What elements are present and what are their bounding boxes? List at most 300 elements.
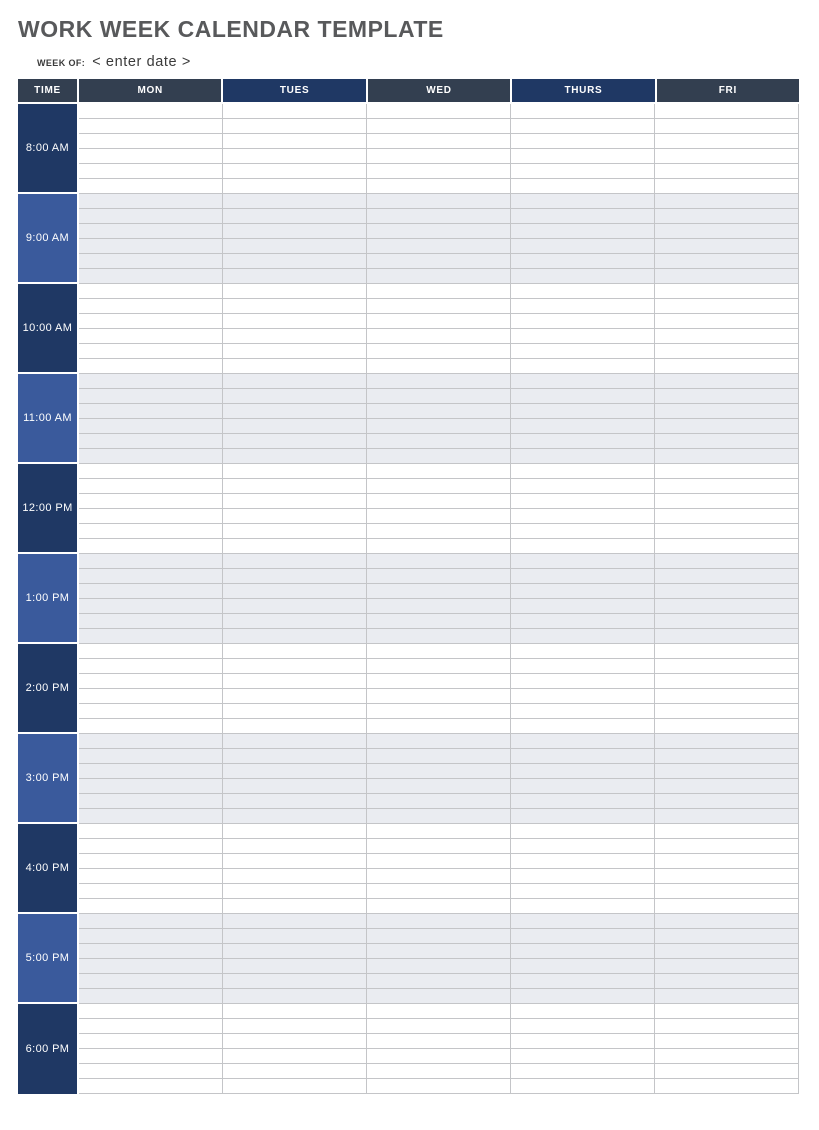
calendar-cell[interactable] <box>223 629 367 644</box>
calendar-cell[interactable] <box>79 374 223 389</box>
calendar-cell[interactable] <box>367 659 511 674</box>
calendar-cell[interactable] <box>223 1064 367 1079</box>
calendar-cell[interactable] <box>79 194 223 209</box>
calendar-cell[interactable] <box>223 1004 367 1019</box>
calendar-cell[interactable] <box>367 674 511 689</box>
calendar-cell[interactable] <box>79 389 223 404</box>
calendar-cell[interactable] <box>655 269 799 284</box>
calendar-cell[interactable] <box>655 164 799 179</box>
calendar-cell[interactable] <box>79 614 223 629</box>
calendar-cell[interactable] <box>223 314 367 329</box>
calendar-cell[interactable] <box>655 794 799 809</box>
calendar-cell[interactable] <box>655 614 799 629</box>
calendar-cell[interactable] <box>511 1004 655 1019</box>
calendar-cell[interactable] <box>367 524 511 539</box>
calendar-cell[interactable] <box>367 314 511 329</box>
calendar-cell[interactable] <box>79 464 223 479</box>
calendar-cell[interactable] <box>79 104 223 119</box>
calendar-cell[interactable] <box>79 989 223 1004</box>
calendar-cell[interactable] <box>79 539 223 554</box>
calendar-cell[interactable] <box>655 419 799 434</box>
calendar-cell[interactable] <box>655 644 799 659</box>
calendar-cell[interactable] <box>79 1064 223 1079</box>
calendar-cell[interactable] <box>367 914 511 929</box>
calendar-cell[interactable] <box>655 734 799 749</box>
calendar-cell[interactable] <box>223 299 367 314</box>
calendar-cell[interactable] <box>655 464 799 479</box>
calendar-cell[interactable] <box>655 959 799 974</box>
calendar-cell[interactable] <box>655 179 799 194</box>
calendar-cell[interactable] <box>223 239 367 254</box>
calendar-cell[interactable] <box>511 119 655 134</box>
calendar-cell[interactable] <box>655 599 799 614</box>
calendar-cell[interactable] <box>79 704 223 719</box>
calendar-cell[interactable] <box>223 1019 367 1034</box>
calendar-cell[interactable] <box>511 1034 655 1049</box>
calendar-cell[interactable] <box>223 779 367 794</box>
calendar-cell[interactable] <box>79 584 223 599</box>
calendar-cell[interactable] <box>511 734 655 749</box>
calendar-cell[interactable] <box>511 539 655 554</box>
calendar-cell[interactable] <box>655 314 799 329</box>
calendar-cell[interactable] <box>511 914 655 929</box>
calendar-cell[interactable] <box>655 479 799 494</box>
calendar-cell[interactable] <box>511 524 655 539</box>
calendar-cell[interactable] <box>367 554 511 569</box>
calendar-cell[interactable] <box>223 374 367 389</box>
calendar-cell[interactable] <box>79 1049 223 1064</box>
calendar-cell[interactable] <box>655 584 799 599</box>
calendar-cell[interactable] <box>223 359 367 374</box>
calendar-cell[interactable] <box>79 209 223 224</box>
calendar-cell[interactable] <box>511 494 655 509</box>
calendar-cell[interactable] <box>79 284 223 299</box>
calendar-cell[interactable] <box>511 509 655 524</box>
calendar-cell[interactable] <box>223 224 367 239</box>
calendar-cell[interactable] <box>223 539 367 554</box>
calendar-cell[interactable] <box>367 569 511 584</box>
calendar-cell[interactable] <box>511 929 655 944</box>
calendar-cell[interactable] <box>511 374 655 389</box>
calendar-cell[interactable] <box>655 1049 799 1064</box>
calendar-cell[interactable] <box>79 1004 223 1019</box>
calendar-cell[interactable] <box>223 209 367 224</box>
calendar-cell[interactable] <box>655 239 799 254</box>
calendar-cell[interactable] <box>511 404 655 419</box>
calendar-cell[interactable] <box>79 179 223 194</box>
calendar-cell[interactable] <box>511 134 655 149</box>
calendar-cell[interactable] <box>367 809 511 824</box>
calendar-cell[interactable] <box>367 869 511 884</box>
calendar-cell[interactable] <box>655 914 799 929</box>
calendar-cell[interactable] <box>511 584 655 599</box>
calendar-cell[interactable] <box>511 1019 655 1034</box>
calendar-cell[interactable] <box>79 629 223 644</box>
calendar-cell[interactable] <box>79 224 223 239</box>
calendar-cell[interactable] <box>655 1064 799 1079</box>
calendar-cell[interactable] <box>511 689 655 704</box>
calendar-cell[interactable] <box>511 644 655 659</box>
calendar-cell[interactable] <box>655 944 799 959</box>
calendar-cell[interactable] <box>223 179 367 194</box>
calendar-cell[interactable] <box>511 779 655 794</box>
calendar-cell[interactable] <box>223 389 367 404</box>
calendar-cell[interactable] <box>655 929 799 944</box>
calendar-cell[interactable] <box>223 599 367 614</box>
calendar-cell[interactable] <box>223 494 367 509</box>
calendar-cell[interactable] <box>655 839 799 854</box>
calendar-cell[interactable] <box>367 899 511 914</box>
calendar-cell[interactable] <box>367 149 511 164</box>
calendar-cell[interactable] <box>79 314 223 329</box>
calendar-cell[interactable] <box>223 404 367 419</box>
calendar-cell[interactable] <box>79 974 223 989</box>
calendar-cell[interactable] <box>367 719 511 734</box>
calendar-cell[interactable] <box>511 1079 655 1094</box>
calendar-cell[interactable] <box>79 749 223 764</box>
calendar-cell[interactable] <box>367 1049 511 1064</box>
calendar-cell[interactable] <box>511 629 655 644</box>
calendar-cell[interactable] <box>655 989 799 1004</box>
calendar-cell[interactable] <box>223 764 367 779</box>
calendar-cell[interactable] <box>367 614 511 629</box>
calendar-cell[interactable] <box>79 149 223 164</box>
calendar-cell[interactable] <box>511 344 655 359</box>
calendar-cell[interactable] <box>367 464 511 479</box>
calendar-cell[interactable] <box>511 179 655 194</box>
calendar-cell[interactable] <box>511 884 655 899</box>
calendar-cell[interactable] <box>367 329 511 344</box>
calendar-cell[interactable] <box>367 1019 511 1034</box>
calendar-cell[interactable] <box>367 929 511 944</box>
calendar-cell[interactable] <box>511 464 655 479</box>
calendar-cell[interactable] <box>511 569 655 584</box>
calendar-cell[interactable] <box>367 644 511 659</box>
calendar-cell[interactable] <box>511 149 655 164</box>
calendar-cell[interactable] <box>223 614 367 629</box>
calendar-cell[interactable] <box>367 824 511 839</box>
calendar-cell[interactable] <box>223 344 367 359</box>
calendar-cell[interactable] <box>511 359 655 374</box>
calendar-cell[interactable] <box>79 734 223 749</box>
calendar-cell[interactable] <box>655 779 799 794</box>
calendar-cell[interactable] <box>655 494 799 509</box>
calendar-cell[interactable] <box>511 659 655 674</box>
calendar-cell[interactable] <box>223 524 367 539</box>
calendar-cell[interactable] <box>655 764 799 779</box>
calendar-cell[interactable] <box>655 209 799 224</box>
calendar-cell[interactable] <box>655 194 799 209</box>
calendar-cell[interactable] <box>511 959 655 974</box>
calendar-cell[interactable] <box>511 869 655 884</box>
calendar-cell[interactable] <box>655 704 799 719</box>
calendar-cell[interactable] <box>367 749 511 764</box>
calendar-cell[interactable] <box>511 824 655 839</box>
calendar-cell[interactable] <box>367 779 511 794</box>
calendar-cell[interactable] <box>79 809 223 824</box>
calendar-cell[interactable] <box>367 1064 511 1079</box>
calendar-cell[interactable] <box>79 959 223 974</box>
calendar-cell[interactable] <box>79 599 223 614</box>
calendar-cell[interactable] <box>367 689 511 704</box>
calendar-cell[interactable] <box>655 554 799 569</box>
calendar-cell[interactable] <box>79 854 223 869</box>
calendar-cell[interactable] <box>367 839 511 854</box>
calendar-cell[interactable] <box>655 884 799 899</box>
calendar-cell[interactable] <box>655 374 799 389</box>
calendar-cell[interactable] <box>655 899 799 914</box>
calendar-cell[interactable] <box>367 239 511 254</box>
calendar-cell[interactable] <box>511 209 655 224</box>
calendar-cell[interactable] <box>655 389 799 404</box>
calendar-cell[interactable] <box>223 134 367 149</box>
calendar-cell[interactable] <box>223 749 367 764</box>
calendar-cell[interactable] <box>79 494 223 509</box>
calendar-cell[interactable] <box>79 659 223 674</box>
calendar-cell[interactable] <box>223 329 367 344</box>
calendar-cell[interactable] <box>223 959 367 974</box>
calendar-cell[interactable] <box>223 449 367 464</box>
calendar-cell[interactable] <box>655 344 799 359</box>
calendar-cell[interactable] <box>655 254 799 269</box>
calendar-cell[interactable] <box>655 434 799 449</box>
calendar-cell[interactable] <box>223 719 367 734</box>
calendar-cell[interactable] <box>367 974 511 989</box>
calendar-cell[interactable] <box>655 974 799 989</box>
calendar-cell[interactable] <box>511 299 655 314</box>
calendar-cell[interactable] <box>223 644 367 659</box>
calendar-cell[interactable] <box>79 899 223 914</box>
calendar-cell[interactable] <box>79 779 223 794</box>
calendar-cell[interactable] <box>367 404 511 419</box>
calendar-cell[interactable] <box>79 644 223 659</box>
calendar-cell[interactable] <box>223 149 367 164</box>
calendar-cell[interactable] <box>223 554 367 569</box>
calendar-cell[interactable] <box>511 239 655 254</box>
calendar-cell[interactable] <box>79 884 223 899</box>
calendar-cell[interactable] <box>79 164 223 179</box>
calendar-cell[interactable] <box>79 239 223 254</box>
calendar-cell[interactable] <box>511 704 655 719</box>
calendar-cell[interactable] <box>223 899 367 914</box>
calendar-cell[interactable] <box>79 554 223 569</box>
calendar-cell[interactable] <box>655 749 799 764</box>
calendar-cell[interactable] <box>223 479 367 494</box>
calendar-cell[interactable] <box>655 359 799 374</box>
calendar-cell[interactable] <box>367 104 511 119</box>
calendar-cell[interactable] <box>223 869 367 884</box>
calendar-cell[interactable] <box>655 1079 799 1094</box>
calendar-cell[interactable] <box>367 629 511 644</box>
calendar-cell[interactable] <box>655 404 799 419</box>
calendar-cell[interactable] <box>655 689 799 704</box>
calendar-cell[interactable] <box>223 1049 367 1064</box>
calendar-cell[interactable] <box>223 854 367 869</box>
calendar-cell[interactable] <box>79 1034 223 1049</box>
calendar-cell[interactable] <box>79 509 223 524</box>
calendar-cell[interactable] <box>511 554 655 569</box>
calendar-cell[interactable] <box>367 179 511 194</box>
calendar-cell[interactable] <box>79 434 223 449</box>
calendar-cell[interactable] <box>511 479 655 494</box>
calendar-cell[interactable] <box>367 419 511 434</box>
calendar-cell[interactable] <box>367 134 511 149</box>
calendar-cell[interactable] <box>511 224 655 239</box>
calendar-cell[interactable] <box>511 674 655 689</box>
calendar-cell[interactable] <box>79 449 223 464</box>
calendar-cell[interactable] <box>511 989 655 1004</box>
calendar-cell[interactable] <box>79 524 223 539</box>
calendar-cell[interactable] <box>511 764 655 779</box>
calendar-cell[interactable] <box>223 929 367 944</box>
calendar-cell[interactable] <box>367 989 511 1004</box>
calendar-cell[interactable] <box>223 974 367 989</box>
calendar-cell[interactable] <box>79 719 223 734</box>
calendar-cell[interactable] <box>511 794 655 809</box>
calendar-cell[interactable] <box>367 584 511 599</box>
calendar-cell[interactable] <box>655 569 799 584</box>
calendar-cell[interactable] <box>511 1049 655 1064</box>
calendar-cell[interactable] <box>655 524 799 539</box>
calendar-cell[interactable] <box>223 989 367 1004</box>
calendar-cell[interactable] <box>367 884 511 899</box>
calendar-cell[interactable] <box>367 734 511 749</box>
calendar-cell[interactable] <box>655 854 799 869</box>
calendar-cell[interactable] <box>511 269 655 284</box>
calendar-cell[interactable] <box>655 539 799 554</box>
calendar-cell[interactable] <box>511 419 655 434</box>
calendar-cell[interactable] <box>223 419 367 434</box>
calendar-cell[interactable] <box>367 434 511 449</box>
calendar-cell[interactable] <box>223 809 367 824</box>
calendar-cell[interactable] <box>511 284 655 299</box>
calendar-cell[interactable] <box>511 854 655 869</box>
calendar-cell[interactable] <box>223 284 367 299</box>
calendar-cell[interactable] <box>511 314 655 329</box>
calendar-cell[interactable] <box>79 824 223 839</box>
calendar-cell[interactable] <box>79 1019 223 1034</box>
calendar-cell[interactable] <box>223 839 367 854</box>
calendar-cell[interactable] <box>79 119 223 134</box>
calendar-cell[interactable] <box>511 899 655 914</box>
calendar-cell[interactable] <box>79 329 223 344</box>
calendar-cell[interactable] <box>655 104 799 119</box>
calendar-cell[interactable] <box>511 164 655 179</box>
calendar-cell[interactable] <box>367 1034 511 1049</box>
calendar-cell[interactable] <box>367 284 511 299</box>
calendar-cell[interactable] <box>367 539 511 554</box>
calendar-cell[interactable] <box>367 359 511 374</box>
calendar-cell[interactable] <box>511 749 655 764</box>
calendar-cell[interactable] <box>223 824 367 839</box>
calendar-cell[interactable] <box>79 134 223 149</box>
calendar-cell[interactable] <box>367 509 511 524</box>
calendar-cell[interactable] <box>223 794 367 809</box>
calendar-cell[interactable] <box>223 104 367 119</box>
calendar-cell[interactable] <box>367 704 511 719</box>
calendar-cell[interactable] <box>367 254 511 269</box>
calendar-cell[interactable] <box>223 914 367 929</box>
calendar-cell[interactable] <box>367 194 511 209</box>
calendar-cell[interactable] <box>511 1064 655 1079</box>
calendar-cell[interactable] <box>79 479 223 494</box>
calendar-cell[interactable] <box>79 419 223 434</box>
calendar-cell[interactable] <box>511 614 655 629</box>
calendar-cell[interactable] <box>79 674 223 689</box>
calendar-cell[interactable] <box>367 794 511 809</box>
calendar-cell[interactable] <box>79 1079 223 1094</box>
calendar-cell[interactable] <box>223 1034 367 1049</box>
calendar-cell[interactable] <box>79 944 223 959</box>
calendar-cell[interactable] <box>223 674 367 689</box>
calendar-cell[interactable] <box>511 839 655 854</box>
calendar-cell[interactable] <box>223 884 367 899</box>
calendar-cell[interactable] <box>223 194 367 209</box>
calendar-cell[interactable] <box>79 299 223 314</box>
calendar-cell[interactable] <box>223 734 367 749</box>
calendar-cell[interactable] <box>511 449 655 464</box>
calendar-cell[interactable] <box>367 854 511 869</box>
calendar-cell[interactable] <box>511 434 655 449</box>
calendar-cell[interactable] <box>367 494 511 509</box>
calendar-cell[interactable] <box>655 134 799 149</box>
calendar-cell[interactable] <box>655 224 799 239</box>
calendar-cell[interactable] <box>79 254 223 269</box>
calendar-cell[interactable] <box>223 1079 367 1094</box>
calendar-cell[interactable] <box>655 119 799 134</box>
calendar-cell[interactable] <box>511 944 655 959</box>
calendar-cell[interactable] <box>511 194 655 209</box>
calendar-cell[interactable] <box>655 149 799 164</box>
calendar-cell[interactable] <box>79 929 223 944</box>
calendar-cell[interactable] <box>511 329 655 344</box>
calendar-cell[interactable] <box>223 584 367 599</box>
calendar-cell[interactable] <box>511 719 655 734</box>
calendar-cell[interactable] <box>79 569 223 584</box>
calendar-cell[interactable] <box>511 104 655 119</box>
calendar-cell[interactable] <box>655 824 799 839</box>
calendar-cell[interactable] <box>223 944 367 959</box>
calendar-cell[interactable] <box>655 449 799 464</box>
calendar-cell[interactable] <box>367 299 511 314</box>
calendar-cell[interactable] <box>79 869 223 884</box>
calendar-cell[interactable] <box>655 1019 799 1034</box>
calendar-cell[interactable] <box>367 1079 511 1094</box>
calendar-cell[interactable] <box>79 794 223 809</box>
calendar-cell[interactable] <box>223 509 367 524</box>
calendar-cell[interactable] <box>223 689 367 704</box>
calendar-cell[interactable] <box>79 839 223 854</box>
calendar-cell[interactable] <box>655 299 799 314</box>
calendar-cell[interactable] <box>223 119 367 134</box>
calendar-cell[interactable] <box>223 269 367 284</box>
calendar-cell[interactable] <box>79 404 223 419</box>
calendar-cell[interactable] <box>655 1004 799 1019</box>
calendar-cell[interactable] <box>655 719 799 734</box>
calendar-cell[interactable] <box>79 914 223 929</box>
calendar-cell[interactable] <box>511 809 655 824</box>
calendar-cell[interactable] <box>655 674 799 689</box>
calendar-cell[interactable] <box>367 449 511 464</box>
calendar-cell[interactable] <box>367 599 511 614</box>
calendar-cell[interactable] <box>79 269 223 284</box>
calendar-cell[interactable] <box>79 344 223 359</box>
calendar-cell[interactable] <box>655 1034 799 1049</box>
calendar-cell[interactable] <box>655 284 799 299</box>
calendar-cell[interactable] <box>655 659 799 674</box>
calendar-cell[interactable] <box>223 254 367 269</box>
calendar-cell[interactable] <box>367 764 511 779</box>
